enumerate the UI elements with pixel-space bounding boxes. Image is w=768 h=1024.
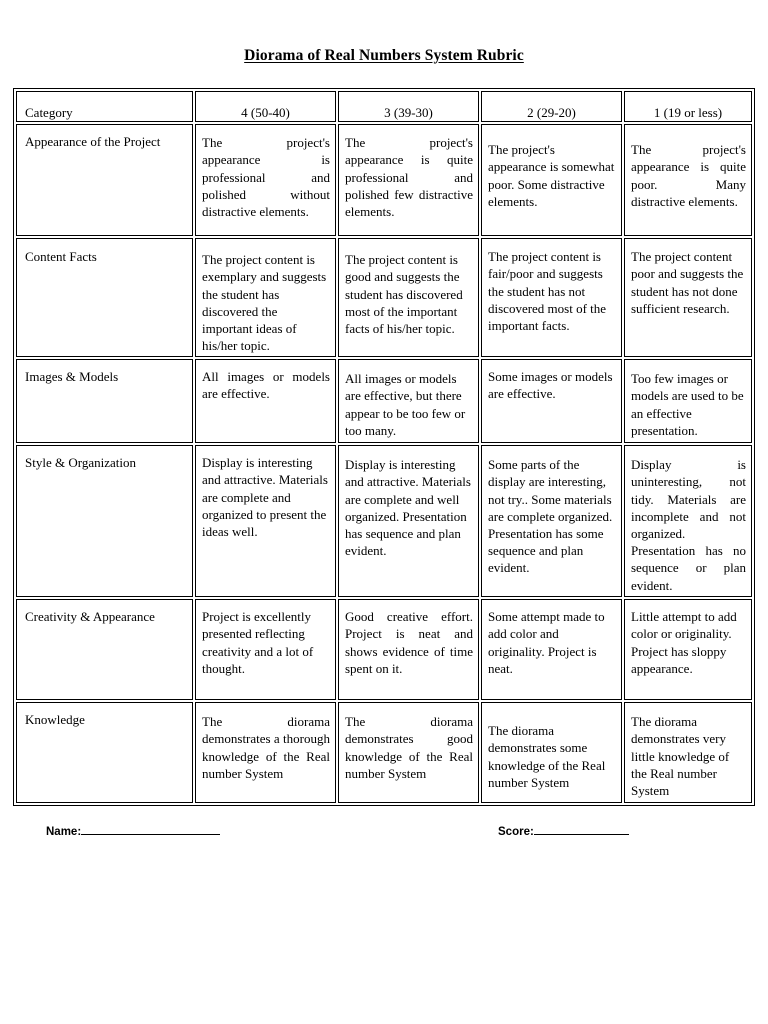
- category-label: Style & Organization: [25, 455, 136, 471]
- criteria-text: Good creative effort. Project is neat and shows evidence of time spent on it.: [345, 609, 473, 676]
- header-cell-category: [16, 91, 193, 122]
- criteria-cell: [195, 445, 336, 597]
- header-label: Category: [25, 105, 73, 120]
- criteria-text: Project is excellently presented reflecting creativity and a lot of thought.: [202, 609, 314, 676]
- page-title: Diorama of Real Numbers System Rubric: [244, 47, 524, 64]
- criteria-text: The diorama demonstrates good knowledge of the Real number System: [345, 714, 473, 781]
- name-blank-line[interactable]: [81, 823, 220, 835]
- header-label: 2 (29-20): [527, 105, 576, 120]
- criteria-text: The project content is fair/poor and suggests the student has not discovered most of the important facts.: [488, 249, 607, 334]
- criteria-cell: [338, 359, 479, 443]
- criteria-text: The project content poor and suggests the student has not done sufficient research.: [631, 249, 744, 316]
- criteria-cell: [481, 599, 622, 700]
- criteria-text: Too few images or models are used to be an effective presentation.: [631, 371, 744, 438]
- category-label: Appearance of the Project: [25, 134, 161, 150]
- criteria-cell: [195, 702, 336, 803]
- criteria-cell: [195, 238, 336, 357]
- category-cell: [16, 124, 193, 236]
- category-cell: [16, 599, 193, 700]
- name-label: Name:: [46, 826, 82, 838]
- criteria-text: The project content is exemplary and suggests the student has discovered the important ideas of his/her topic.: [202, 252, 327, 354]
- table-row: [16, 124, 752, 236]
- criteria-text: Display is interesting and attractive. Materials are complete and organized to present the ideas well.: [202, 455, 328, 540]
- criteria-text: All images or models are effective.: [202, 369, 330, 402]
- criteria-text: Some parts of the display are interesting, not try.. Some materials are complete organized. Presentation has some sequence and plan evident.: [488, 457, 613, 576]
- criteria-cell: [195, 124, 336, 236]
- criteria-cell: [338, 124, 479, 236]
- table-row: [16, 599, 752, 700]
- criteria-text: The project's appearance is somewhat poor. Some distractive elements.: [488, 142, 615, 209]
- category-label: Images & Models: [25, 369, 119, 385]
- criteria-text: The diorama demonstrates very little knowledge of the Real number System: [631, 714, 730, 799]
- criteria-text: Display is interesting and attractive. Materials are complete and well organized. Presentation has sequence and plan evident.: [345, 457, 471, 559]
- table-header-row: [16, 91, 752, 122]
- criteria-cell: [481, 702, 622, 803]
- table-row: [16, 359, 752, 443]
- criteria-text: The project content is good and suggests the student has discovered most of the important facts of his/her topic.: [345, 252, 463, 337]
- header-label: 3 (39-30): [384, 105, 433, 120]
- header-label: 1 (19 or less): [653, 105, 723, 120]
- criteria-text: Some images or models are effective.: [488, 369, 613, 402]
- criteria-cell: [624, 124, 752, 236]
- table-row: [16, 238, 752, 357]
- criteria-cell: [338, 599, 479, 700]
- score-blank-line[interactable]: [534, 823, 629, 835]
- criteria-cell: [481, 124, 622, 236]
- category-cell: [16, 702, 193, 803]
- criteria-text: The project's appearance is quite professional and polished few distractive elements.: [345, 135, 473, 220]
- score-label: Score:: [498, 826, 534, 838]
- score-field[interactable]: [498, 823, 629, 838]
- rubric-table: [13, 88, 755, 806]
- table-row: [16, 702, 752, 803]
- criteria-cell: [624, 359, 752, 443]
- criteria-text: The diorama demonstrates some knowledge of the Real number System: [488, 723, 606, 790]
- criteria-cell: [624, 599, 752, 700]
- criteria-text: Some attempt made to add color and originality. Project is neat.: [488, 609, 605, 676]
- header-label: 4 (50-40): [241, 105, 290, 120]
- criteria-cell: [195, 359, 336, 443]
- category-label: Creativity & Appearance: [25, 609, 155, 625]
- criteria-cell: [338, 238, 479, 357]
- table-row: [16, 445, 752, 597]
- criteria-cell: [624, 702, 752, 803]
- category-cell: [16, 238, 193, 357]
- criteria-cell: [481, 359, 622, 443]
- name-field[interactable]: [46, 823, 220, 838]
- criteria-cell: [338, 702, 479, 803]
- criteria-cell: [338, 445, 479, 597]
- criteria-text: The project's appearance is quite poor. Many distractive elements.: [631, 142, 746, 209]
- criteria-text: The project's appearance is professional and polished without distractive elements.: [202, 135, 330, 220]
- header-cell-score-1: [624, 91, 752, 122]
- criteria-cell: [481, 445, 622, 597]
- criteria-cell: [624, 238, 752, 357]
- category-label: Knowledge: [25, 712, 85, 728]
- category-label: Content Facts: [25, 249, 97, 265]
- criteria-text: Little attempt to add color or originality. Project has sloppy appearance.: [631, 609, 737, 676]
- criteria-cell: [624, 445, 752, 597]
- header-cell-score-2: [481, 91, 622, 122]
- category-cell: [16, 445, 193, 597]
- criteria-cell: [481, 238, 622, 357]
- criteria-text: All images or models are effective, but there appear to be too few or too many.: [345, 371, 466, 438]
- criteria-cell: [195, 599, 336, 700]
- criteria-text: The diorama demonstrates a thorough knowledge of the Real number System: [202, 714, 330, 781]
- criteria-text: Display is uninteresting, not tidy. Materials are incomplete and not organized. Presentation has no sequence or plan evident.: [631, 457, 746, 593]
- category-cell: [16, 359, 193, 443]
- header-cell-score-3: [338, 91, 479, 122]
- header-cell-score-4: [195, 91, 336, 122]
